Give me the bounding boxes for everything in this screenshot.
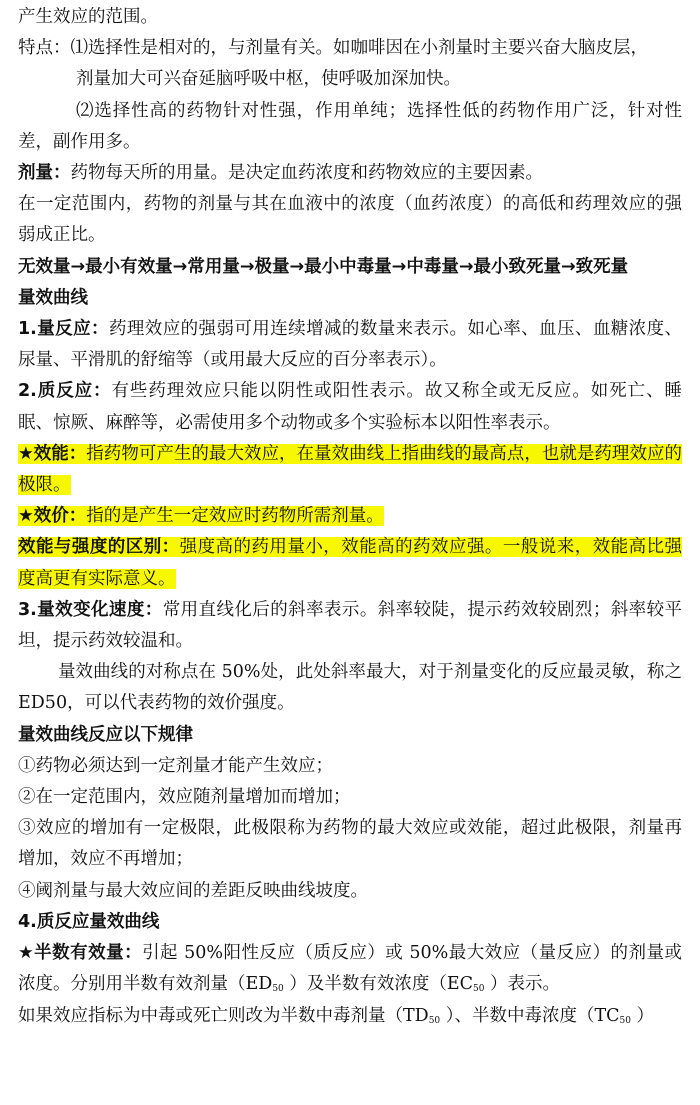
dose-text: 药物每天所的用量。是决定血药浓度和药物效应的主要因素。 — [70, 163, 543, 184]
median-text: 引起 50%阳性反应（质反应）或 50%最大效应（量反应）的剂量或浓度。分别用半数有效剂量（ED — [18, 943, 682, 995]
rule-item: ①药物必须达到一定剂量才能产生效应； — [18, 755, 333, 776]
subscript: 50 — [428, 1015, 441, 1026]
feature-point-2: ⑵选择性高的药物针对性强，作用单纯；选择性低的药物作用广泛，针对性差，副作用多。 — [18, 100, 682, 152]
efficacy-definition — [18, 439, 682, 501]
efficacy-term: ★效能： — [18, 443, 87, 464]
rate-text: 常用直线化后的斜率表示。斜率较陡，提示药效较剧烈；斜率较平坦，提示药效较温和。 — [18, 599, 683, 652]
feature-point-1-cont: 剂量加大可兴奋延脑呼吸中枢，使呼吸加深加快。 — [76, 69, 461, 90]
rate-term: 3.量效变化速度： — [18, 599, 163, 620]
potency-text: 指的是产生一定效应时药物所需剂量。 — [86, 506, 384, 527]
dose-chain: 无效量→最小有效量→常用量→极量→最小中毒量→中毒量→最小致死量→致死量 — [18, 256, 629, 277]
difference-text: 强度高的药用量小，效能高的药效应强。一般说来，效能高比强度高更有实际意义。 — [18, 537, 682, 589]
graded-text: 药理效应的强弱可用连续增减的数量来表示。如心率、血压、血糖浓度、尿量、平滑肌的舒缩等（或用最大反应的百分率表示）。 — [18, 319, 682, 371]
graded-term: 1.量反应： — [18, 319, 109, 340]
median-text: ）表示。 — [484, 974, 561, 995]
subscript: 50 — [473, 984, 485, 995]
median-text: ）及半数有效浓度（EC — [283, 974, 473, 995]
toxic-text: ） — [630, 1005, 655, 1026]
potency-term: ★效价： — [18, 506, 87, 527]
rule-item: ②在一定范围内，效应随剂量增加而增加； — [18, 787, 351, 808]
median-toxic-dose — [18, 1001, 682, 1032]
dose-term: 剂量： — [18, 163, 71, 184]
feature-point-1: 特点：⑴选择性是相对的，与剂量有关。如咖啡因在小剂量时主要兴奋大脑皮层， — [18, 38, 648, 59]
symmetry-point-text: 量效曲线的对称点在 50%处，此处斜率最大，对于剂量变化的反应最灵敏，称之 ED50，可以代表药物的效价强度。 — [18, 662, 682, 714]
toxic-text: ）、半数中毒浓度（TC — [440, 1005, 620, 1026]
section-heading-quantal-curve: 4.质反应量效曲线 — [18, 911, 160, 932]
graded-response — [18, 314, 682, 376]
rate-of-change — [18, 595, 682, 657]
efficacy-potency-difference — [18, 532, 682, 594]
quantal-text: 有些药理效应只能以阴性或阳性表示。故又称全或无反应。如死亡、睡眠、惊厥、麻醉等，必需使用多个动物或多个实验标本以阳性率表示。 — [18, 381, 683, 433]
dose-range-text: 在一定范围内，药物的剂量与其在血液中的浓度（血药浓度）的高低和药理效应的强弱成正比。 — [18, 194, 682, 246]
subscript: 50 — [619, 1015, 631, 1026]
quantal-term: 2.质反应： — [18, 381, 112, 402]
potency-definition — [18, 501, 682, 532]
section-heading-curve: 量效曲线 — [18, 287, 88, 308]
median-effective-dose — [18, 938, 682, 1000]
subscript: 50 — [272, 984, 284, 995]
rule-item: ④阈剂量与最大效应间的差距反映曲线坡度。 — [18, 880, 368, 901]
toxic-text: 如果效应指标为中毒或死亡则改为半数中毒剂量（TD — [18, 1005, 429, 1026]
rule-item: ③效应的增加有一定极限，此极限称为药物的最大效应或效能，超过此极限，剂量再增加，效应不再增加； — [18, 818, 682, 870]
text-line: 产生效应的范围。 — [18, 7, 158, 27]
dose-definition — [18, 158, 682, 189]
section-heading-rules: 量效曲线反应以下规律 — [18, 724, 193, 745]
quantal-response — [18, 376, 682, 438]
difference-term: 效能与强度的区别： — [18, 537, 180, 558]
efficacy-text: 指药物可产生的最大效应，在量效曲线上指曲线的最高点，也就是药理效应的极限。 — [18, 443, 682, 496]
median-term: ★半数有效量： — [18, 943, 143, 964]
